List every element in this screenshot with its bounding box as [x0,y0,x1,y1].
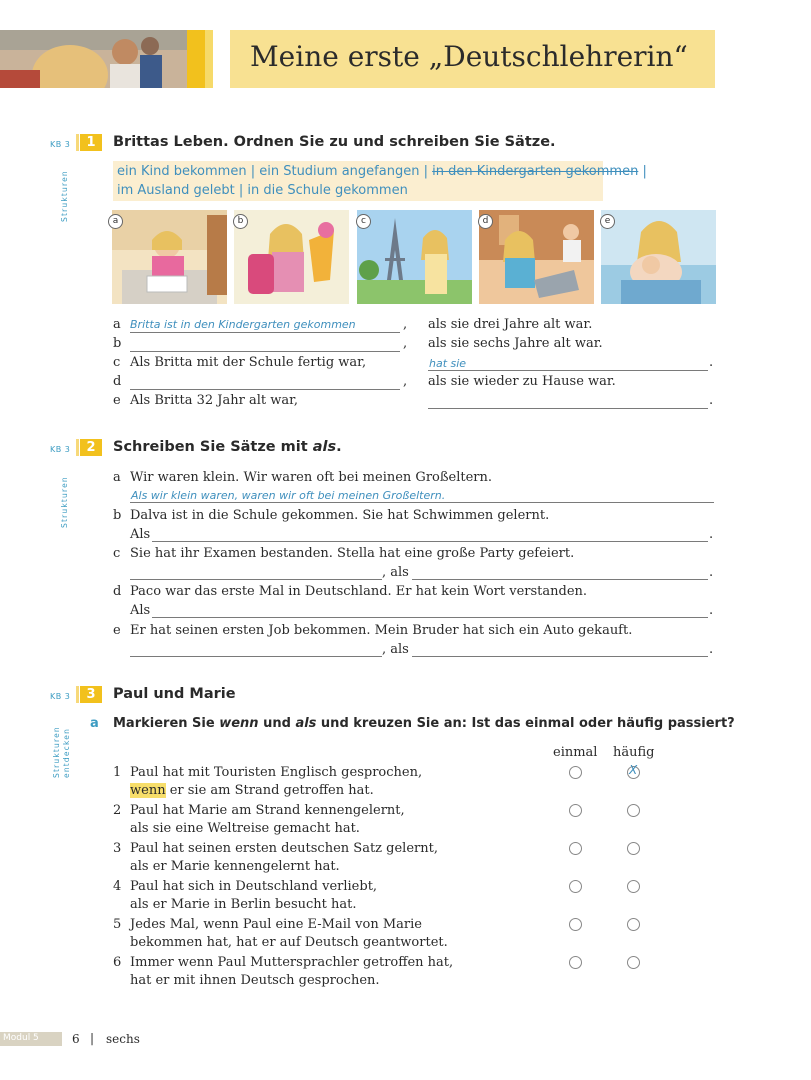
checkbox-einmal[interactable] [569,918,582,931]
picture-label-d: d [478,214,493,229]
item-number: 4 [113,879,122,894]
checkbox-einmal[interactable] [569,956,582,969]
page-number: 6 [72,1032,80,1046]
item-line-2: bekommen hat, hat er auf Deutsch geantwortet. [130,935,448,950]
item-text: Er hat seinen ersten Job bekommen. Mein Bruder hat sich ein Auto gekauft. [130,623,633,638]
item-line-1: Paul hat Marie am Strand kennengelernt, [130,803,405,818]
period: . [709,527,714,542]
instruction: Markieren Sie wenn und als und kreuzen Sie an: Ist das einmal oder häufig passiert? [113,716,735,731]
row-letter: e [113,393,121,408]
als-mid: , als [382,565,409,580]
picture-label-a: a [108,214,123,229]
exercise-number: 2 [80,439,102,456]
answer-line [130,332,400,333]
item-number: 1 [113,765,122,780]
picture-label-e: e [600,214,615,229]
exercise-title: Paul und Marie [113,686,236,702]
period: . [709,355,714,370]
als-prefix: Als [130,527,151,542]
row-left-text: Als Britta 32 Jahr alt war, [130,393,299,408]
item-number: 2 [113,803,122,818]
answer-line [130,389,400,390]
als-prefix: Als [130,603,151,618]
checkbox-haeufig[interactable] [627,842,640,855]
checkbox-haeufig[interactable] [627,918,640,931]
number-box-edge [76,686,79,703]
footer-module: Modul 5 [3,1033,39,1043]
picture-c [357,210,472,304]
period: . [709,393,714,408]
item-text: Dalva ist in die Schule gekommen. Sie hat Schwimmen gelernt. [130,508,550,523]
picture-e [601,210,716,304]
side-label: Strukturen [60,170,69,222]
answer-line [412,656,708,657]
picture-label-c: c [356,214,371,229]
item-letter: a [113,470,121,485]
picture-a [112,210,227,304]
row-letter: c [113,355,121,370]
side-label: Strukturen [60,476,69,528]
answer-line [152,617,708,618]
item-number: 5 [113,917,122,932]
picture-label-b: b [233,214,248,229]
handwritten-cross: X [629,763,638,777]
answer-line [130,656,382,657]
period: . [709,603,714,618]
checkbox-haeufig[interactable] [627,804,640,817]
checkbox-einmal[interactable] [569,804,582,817]
side-label: Strukturen [52,726,61,778]
item-letter: e [113,623,121,638]
picture-d [479,210,594,304]
item-number: 6 [113,955,122,970]
answer-line [130,502,714,503]
row-right-text: als sie sechs Jahre alt war. [428,336,603,351]
answer-line [428,408,708,409]
kb-label: KB 3 [50,692,71,701]
answer-line [428,370,708,371]
item-line-2: als er Marie in Berlin besucht hat. [130,897,357,912]
header-photo [0,30,187,88]
column-einmal: einmal [553,745,598,760]
picture-b [234,210,349,304]
page-word: sechs [106,1032,140,1046]
item-line-1: Immer wenn Paul Muttersprachler getroffen hat, [130,955,454,970]
row-letter: d [113,374,122,389]
item-text: Paco war das erste Mal in Deutschland. Er hat kein Wort verstanden. [130,584,588,599]
answer-line [130,579,382,580]
period: . [709,565,714,580]
comma: , [403,317,408,332]
item-line-2: wenn er sie am Strand getroffen hat. [130,783,374,798]
checkbox-einmal[interactable] [569,880,582,893]
item-line-1: Paul hat sich in Deutschland verliebt, [130,879,378,894]
item-letter: c [113,546,121,561]
item-line-1: Paul hat mit Touristen Englisch gesprochen, [130,765,423,780]
item-letter: d [113,584,122,599]
answer-line [130,351,400,352]
item-line-1: Jedes Mal, wenn Paul eine E-Mail von Marie [130,917,422,932]
header-accent-light [205,30,213,88]
exercise-title: Brittas Leben. Ordnen Sie zu und schreiben Sie Sätze. [113,134,556,150]
number-box-edge [76,134,79,151]
checkbox-haeufig[interactable] [627,956,640,969]
header-accent [187,30,205,88]
item-line-1: Paul hat seinen ersten deutschen Satz gelernt, [130,841,438,856]
comma: , [403,336,408,351]
column-haeufig: häufig [613,745,655,760]
exercise-number: 1 [80,134,102,151]
answer-line [412,579,708,580]
answer-line [152,541,708,542]
footer-separator: | [90,1031,95,1045]
row-right-text: als sie drei Jahre alt war. [428,317,593,332]
row-right-text: als sie wieder zu Hause war. [428,374,616,389]
item-line-2: als sie eine Weltreise gemacht hat. [130,821,360,836]
side-label: entdecken [62,727,71,778]
checkbox-haeufig[interactable] [627,880,640,893]
handwritten-answer: hat sie [429,357,467,370]
item-text: Sie hat ihr Examen bestanden. Stella hat eine große Party gefeiert. [130,546,575,561]
als-mid: , als [382,642,409,657]
highlight-wenn: wenn [130,783,166,798]
item-number: 3 [113,841,122,856]
checkbox-einmal[interactable] [569,766,582,779]
part-letter: a [90,716,99,731]
item-text: Wir waren klein. Wir waren oft bei meinen Großeltern. [130,470,493,485]
handwritten-answer: Britta ist in den Kindergarten gekommen [130,318,356,331]
row-letter: a [113,317,121,332]
exercise-number: 3 [80,686,102,703]
kb-label: KB 3 [50,140,71,149]
handwritten-answer: Als wir klein waren, waren wir oft bei meinen Großeltern. [131,489,446,502]
item-line-2: als er Marie kennengelernt hat. [130,859,340,874]
item-line-2: hat er mit ihnen Deutsch gesprochen. [130,973,380,988]
comma: , [403,374,408,389]
exercise-title: Schreiben Sie Sätze mit als. [113,439,342,455]
page-title: Meine erste „Deutschlehrerin“ [250,40,688,73]
row-left-text: Als Britta mit der Schule fertig war, [130,355,367,370]
number-box-edge [76,439,79,456]
kb-label: KB 3 [50,445,71,454]
word-box-line-2: im Ausland gelebt | in die Schule gekommen [117,183,408,198]
word-box-line-1: ein Kind bekommen | ein Studium angefangen | in den Kindergarten gekommen | [117,164,647,179]
item-letter: b [113,508,122,523]
row-letter: b [113,336,122,351]
checkbox-einmal[interactable] [569,842,582,855]
period: . [709,642,714,657]
